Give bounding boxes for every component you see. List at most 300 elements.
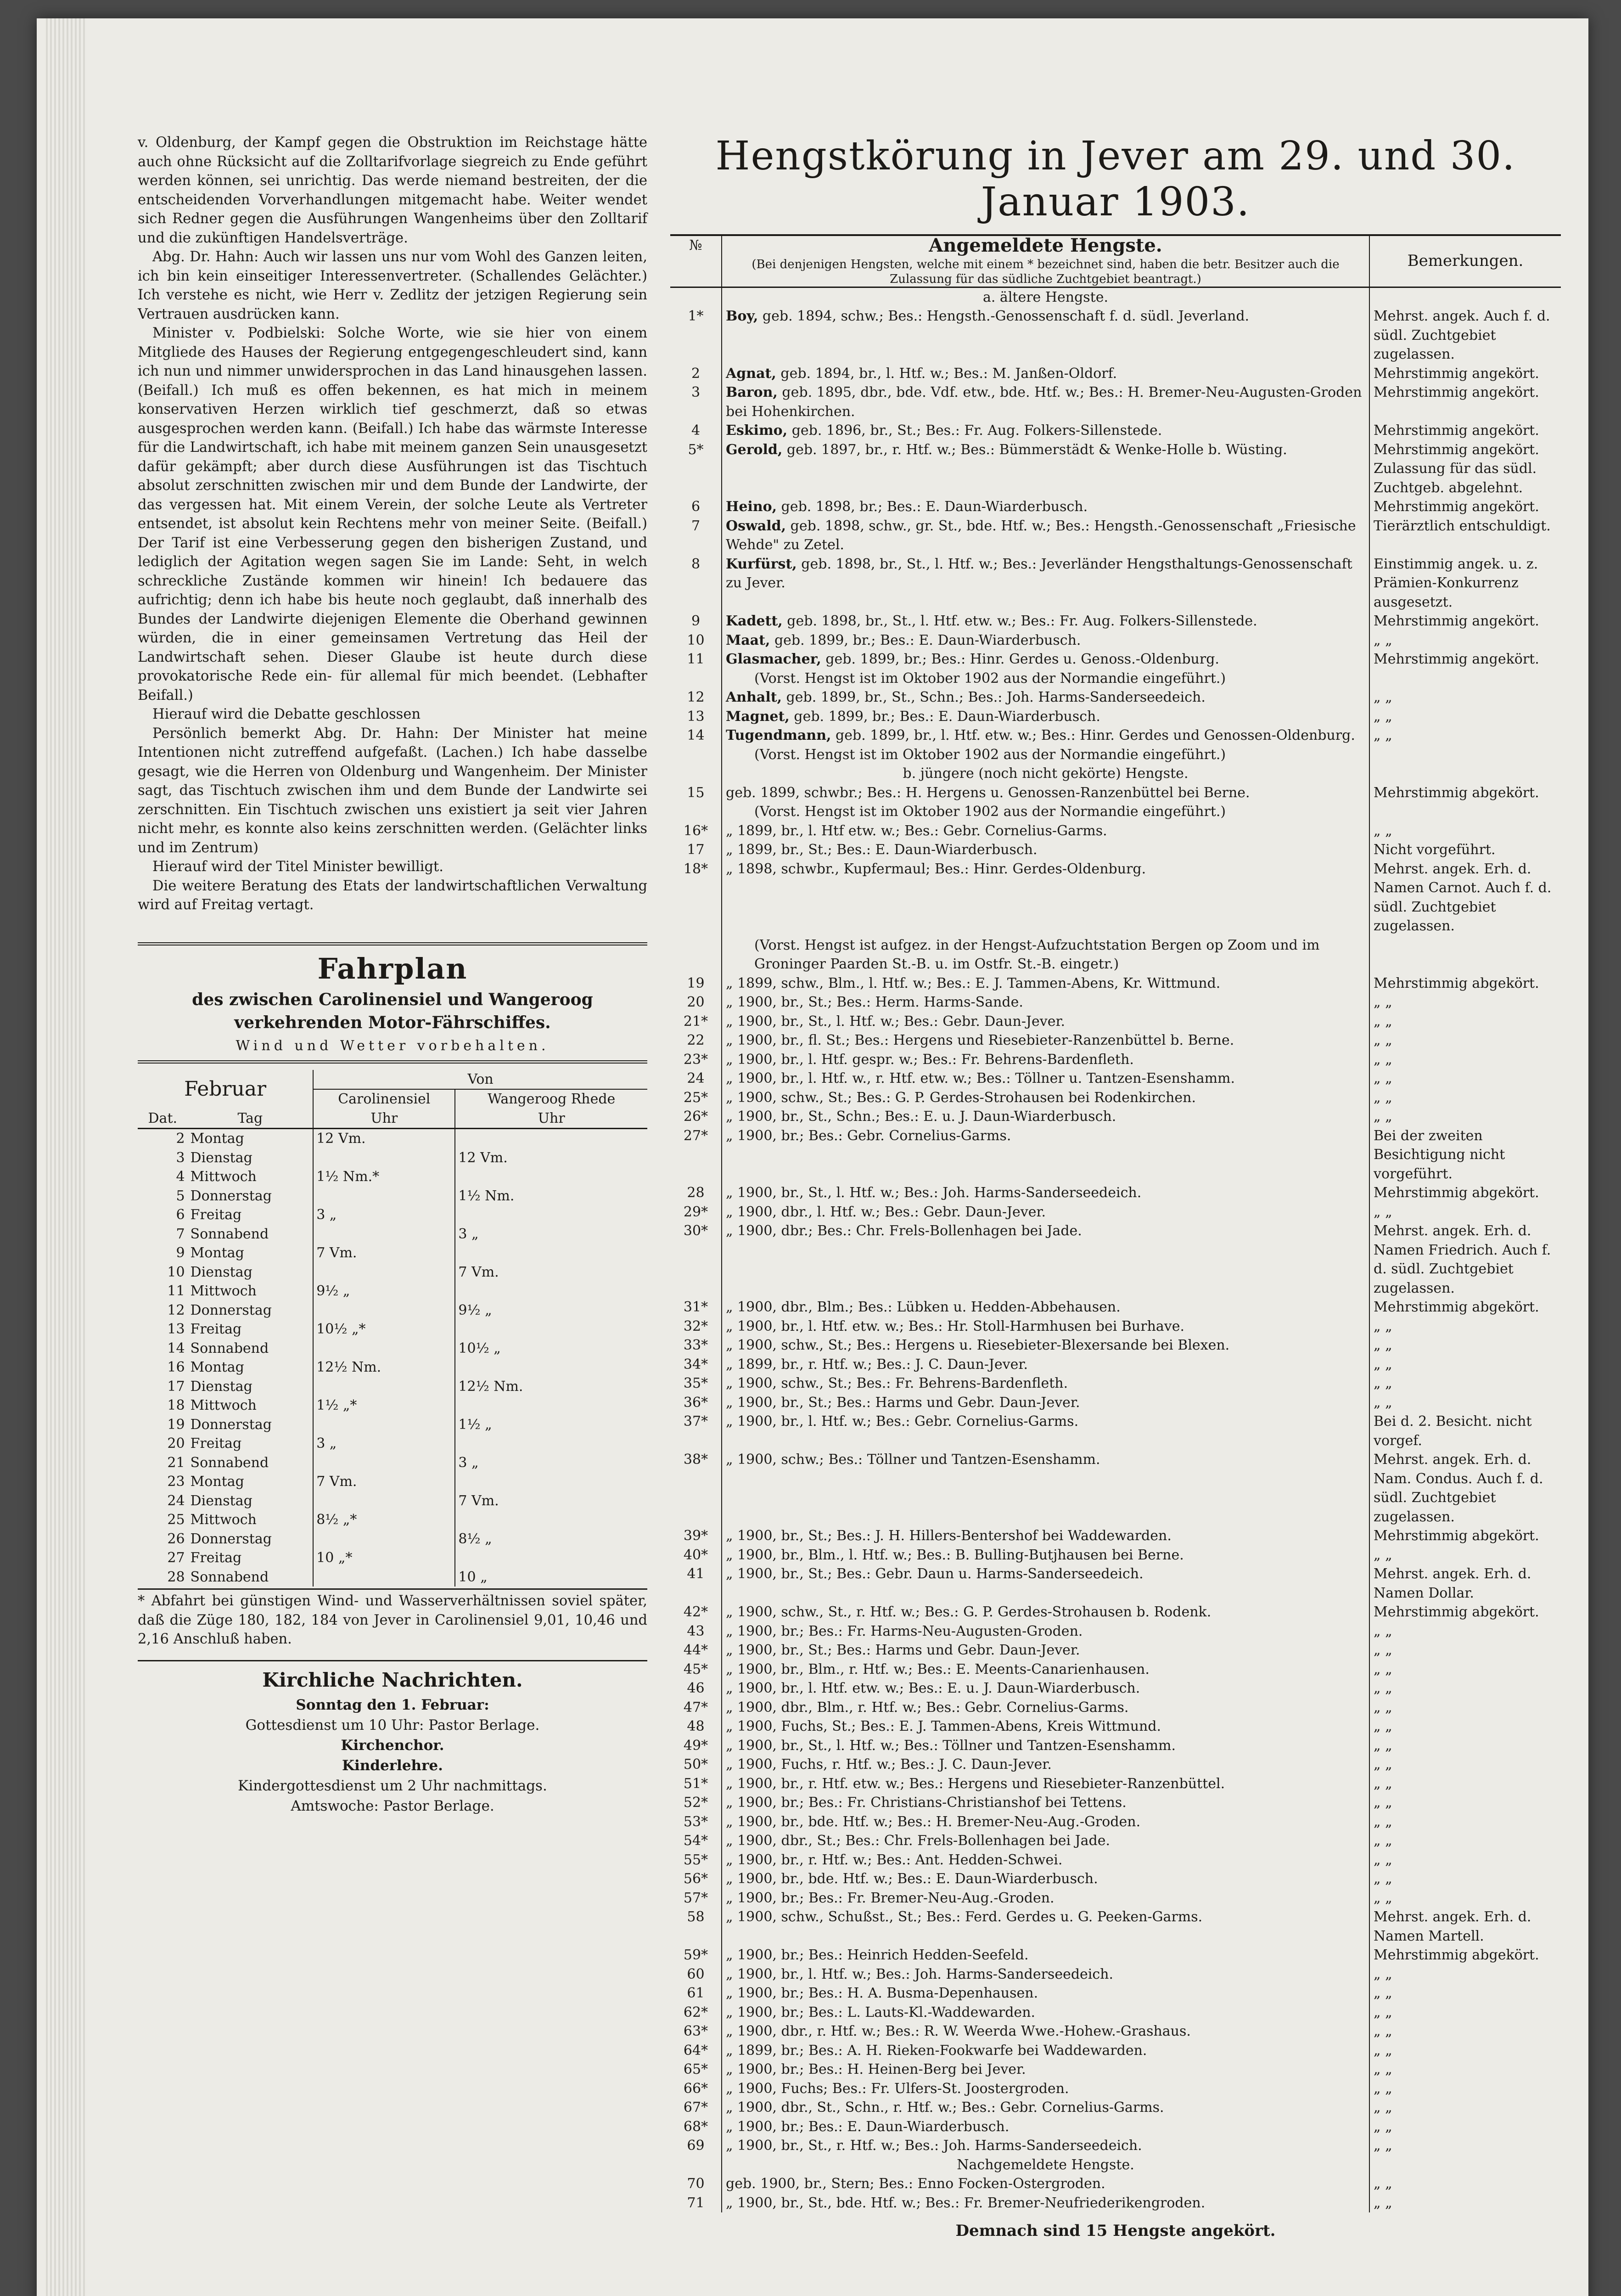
- spacer: [770, 632, 774, 648]
- stallion-number: 4: [670, 421, 722, 440]
- stallion-entry: [722, 1107, 1369, 1126]
- weekday: Freitag: [190, 1435, 242, 1452]
- stallion-row: [670, 612, 1561, 631]
- stallion-details: „ 1900, br., l. Htf. w.; Bes.: Gebr. Cornelius-Garms.: [726, 1413, 1079, 1429]
- stallion-details: „ 1900, br., fl. St.; Bes.: Hergens und Riesebieter-Ranzenbüttel b. Berne.: [726, 1032, 1234, 1048]
- kirche-sunday: Sonntag den 1. Februar:: [296, 1696, 489, 1713]
- stallion-details: geb. 1899, br., St., Schn.; Bes.: Joh. Harms-Sanderseedeich.: [786, 689, 1206, 705]
- col-bemerkungen: Bemerkungen.: [1369, 235, 1561, 287]
- stallion-row: [670, 1203, 1561, 1222]
- section-heading-row: [670, 764, 1561, 783]
- stallion-row: [670, 1126, 1561, 1184]
- departure-carolinensiel: [313, 1453, 455, 1473]
- stallion-row: [670, 707, 1561, 726]
- day-date: 2: [176, 1131, 185, 1147]
- remark: Mehrst. angek. Erh. d. Nam. Condus. Auch f. d. südl. Zuchtgebiet zugelassen.: [1369, 1450, 1561, 1526]
- note-row: [670, 936, 1561, 974]
- stallion-details: „ 1900, br.; Bes.: L. Lauts-Kl.-Waddewarden.: [726, 2004, 1036, 2020]
- stallion-details: „ 1900, dbr., Blm., r. Htf. w.; Bes.: Gebr. Cornelius-Garms.: [726, 1699, 1129, 1716]
- departure-wangeroog: [455, 1358, 647, 1377]
- departure-carolinensiel: 10½ „*: [313, 1320, 455, 1339]
- spacer: [778, 384, 782, 400]
- empty-cell: [670, 936, 722, 974]
- stallion-number: 71: [670, 2194, 722, 2213]
- weekday: Montag: [190, 1245, 244, 1261]
- weekday: Sonnabend: [190, 1454, 269, 1471]
- divider: [138, 942, 647, 945]
- kirche-line: Gottesdienst um 10 Uhr: Pastor Berlage.: [245, 1716, 540, 1733]
- stallion-details: „ 1900, dbr., l. Htf. w.; Bes.: Gebr. Daun-Jever.: [726, 1204, 1046, 1220]
- stallion-entry: [722, 421, 1369, 440]
- stallion-number: 43: [670, 1622, 722, 1641]
- weekday: Dienstag: [190, 1492, 252, 1509]
- stallion-entry: [722, 1908, 1369, 1946]
- stallion-row: [670, 650, 1561, 669]
- stallion-row: [670, 307, 1561, 364]
- day-date: 12: [167, 1302, 185, 1318]
- remark: „ „: [1369, 2098, 1561, 2117]
- stallion-row: [670, 383, 1561, 421]
- paragraph: Hierauf wird die Debatte geschlossen: [152, 706, 421, 722]
- stallion-entry: [722, 974, 1369, 993]
- stallion-entry: [722, 1012, 1369, 1031]
- stallion-entry: [722, 2003, 1369, 2022]
- stallion-row: [670, 1889, 1561, 1908]
- stallion-number: 46: [670, 1679, 722, 1698]
- stallion-number: 54*: [670, 1831, 722, 1851]
- stallion-number: 2: [670, 364, 722, 383]
- stallion-entry: [722, 2041, 1369, 2060]
- weekday: Mittwoch: [190, 1397, 257, 1413]
- kirche-line: Kinderlehre.: [342, 1757, 443, 1774]
- stallion-details: „ 1899, br., l. Htf etw. w.; Bes.: Gebr. Cornelius-Garms.: [726, 822, 1107, 839]
- stallion-entry: [722, 1869, 1369, 1889]
- departure-carolinensiel: 9½ „: [313, 1282, 455, 1301]
- stallion-number: 56*: [670, 1869, 722, 1889]
- remark: Mehrstimmig angekört.: [1369, 421, 1561, 440]
- stallion-entry: [722, 1812, 1369, 1832]
- remark: „ „: [1369, 1622, 1561, 1641]
- col-hengste: [722, 235, 1369, 287]
- remark: Mehrst. angek. Auch f. d. südl. Zuchtgebiet zugelassen.: [1369, 307, 1561, 364]
- stallion-row: [670, 974, 1561, 993]
- stallion-number: 30*: [670, 1221, 722, 1298]
- stallion-details: „ 1900, Fuchs, St.; Bes.: E. J. Tammen-Abens, Kreis Wittmund.: [726, 1718, 1161, 1734]
- departure-wangeroog: [455, 1244, 647, 1263]
- stallion-row: [670, 1107, 1561, 1126]
- stallion-row: [670, 364, 1561, 383]
- fahrplan-subtitle: des zwischen Carolinensiel und Wangeroog: [192, 990, 593, 1009]
- stallion-details: geb. 1899, br.; Bes.: E. Daun-Wiarderbusch.: [794, 708, 1100, 725]
- stallion-entry: [722, 688, 1369, 707]
- departure-wangeroog: [455, 1396, 647, 1415]
- stallion-details: „ 1900, dbr., St.; Bes.: Chr. Frels-Bollenhagen bei Jade.: [726, 1833, 1111, 1849]
- stallion-details: „ 1900, schw., St.; Bes.: G. P. Gerdes-Strohausen bei Rodenkirchen.: [726, 1089, 1196, 1106]
- stallion-entry: [722, 1793, 1369, 1812]
- stallion-name: Magnet,: [726, 708, 790, 725]
- stallion-details: „ 1900, br., St.; Bes.: Harms und Gebr. Daun-Jever.: [726, 1394, 1080, 1411]
- day-date: 28: [167, 1569, 185, 1585]
- remark: „ „: [1369, 1755, 1561, 1774]
- stallion-entry: [722, 1622, 1369, 1641]
- stallion-row: [670, 1393, 1561, 1412]
- stallion-entry: [722, 1412, 1369, 1450]
- stallion-number: 58: [670, 1908, 722, 1946]
- stallion-details: „ 1900, br., l. Htf. w.; Bes.: Joh. Harms-Sanderseedeich.: [726, 1966, 1114, 1982]
- remark: „ „: [1369, 1889, 1561, 1908]
- fahrplan-notice: Wind und Wetter vorbehalten.: [236, 1037, 550, 1054]
- stallion-row: [670, 1679, 1561, 1698]
- remark: „ „: [1369, 1012, 1561, 1031]
- stallion-number: 62*: [670, 2003, 722, 2022]
- departure-carolinensiel: 3 „: [313, 1205, 455, 1225]
- kirche-lines: [138, 1715, 647, 1816]
- stallion-row: [670, 1298, 1561, 1317]
- stallion-row: [670, 822, 1561, 841]
- stallion-details: geb. 1894, schw.; Bes.: Hengsth.-Genossenschaft f. d. südl. Jeverland.: [762, 308, 1250, 324]
- stallion-number: 12: [670, 688, 722, 707]
- stallion-number: 7: [670, 517, 722, 555]
- stallion-row: [670, 2003, 1561, 2022]
- stallion-entry: [722, 2098, 1369, 2117]
- stallion-entry: [722, 612, 1369, 631]
- stallion-row: [670, 1031, 1561, 1050]
- stallion-row: [670, 1412, 1561, 1450]
- remark: „ „: [1369, 1641, 1561, 1660]
- day-date: 26: [167, 1531, 185, 1547]
- remark: Mehrstimmig abgekört.: [1369, 1298, 1561, 1317]
- stallion-entry: [722, 1203, 1369, 1222]
- remark: „ „: [1369, 2041, 1561, 2060]
- weekday: Mittwoch: [190, 1512, 257, 1528]
- hengst-table: [670, 234, 1561, 2212]
- stallion-number: 36*: [670, 1393, 722, 1412]
- stallion-details: „ 1900, br., St., Schn.; Bes.: E. u. J. Daun-Wiarderbusch.: [726, 1109, 1116, 1125]
- departure-carolinensiel: [313, 1377, 455, 1396]
- paragraph: Persönlich bemerkt Abg. Dr. Hahn: Der Minister hat meine Intentionen nicht zutreffend aufgefaßt. (Lachen.) Ich habe dasselbe gesagt, wie die Herren von Oldenburg und Wangenheim. Der Minister sagt, das Tischtuch zwischen ihm und dem Bunde der Landwirte sei zerschnitten. Ein Tischtuch zwischen uns existiert ja seit vier Jahren nicht mehr, es konnte also keins zerschnitten werden. (Gelächter links und im Zentrum): [138, 725, 647, 856]
- stallion-details: „ 1900, br., bde. Htf. w.; Bes.: H. Bremer-Neu-Aug.-Groden.: [726, 1813, 1141, 1830]
- departure-wangeroog: 1½ „: [455, 1415, 647, 1435]
- stallion-details: „ 1900, Fuchs; Bes.: Fr. Ulfers-St. Joostergroden.: [726, 2080, 1069, 2097]
- stallion-details: geb. 1899, schwbr.; Bes.: H. Hergens u. Genossen-Ranzenbüttel bei Berne.: [726, 784, 1250, 801]
- fahrplan-footnote: * Abfahrt bei günstigen Wind- und Wasserverhältnissen soviel später, daß die Züge 180, 182, 184 von Jever in Carolinensiel 9,01, 10,46 und 2,16 Anschluß haben.: [138, 1593, 647, 1647]
- stallion-entry: [722, 1679, 1369, 1698]
- remark: „ „: [1369, 2022, 1561, 2041]
- stallion-entry: [722, 517, 1369, 555]
- departure-wangeroog: 8½ „: [455, 1530, 647, 1549]
- stallion-row: [670, 1450, 1561, 1526]
- stallion-row: [670, 993, 1561, 1012]
- stallion-details: „ 1899, br., r. Htf. w.; Bes.: J. C. Daun-Jever.: [726, 1356, 1028, 1373]
- summary-footer: Demnach sind 15 Hengste angekört.: [955, 2222, 1276, 2240]
- stallion-number: 15: [670, 783, 722, 803]
- stallion-number: 51*: [670, 1774, 722, 1794]
- paragraph: Abg. Dr. Hahn: Auch wir lassen uns nur vom Wohl des Ganzen leiten, ich bin kein einseitiger Interessenvertreter. (Schallendes Gelächter.) Ich verstehe es nicht, wie Herr v. Zedlitz der jetzigen Regierung sein Vertrauen ausdrücken kann.: [138, 249, 647, 322]
- departure-carolinensiel: 1½ „*: [313, 1396, 455, 1415]
- divider: [138, 1660, 647, 1661]
- stallion-entry: [722, 1050, 1369, 1069]
- stallion-number: 26*: [670, 1107, 722, 1126]
- stallion-details: „ 1900, br.; Bes.: Heinrich Hedden-Seefeld.: [726, 1947, 1029, 1963]
- stallion-row: [670, 2041, 1561, 2060]
- stallion-details: geb. 1894, br., l. Htf. w.; Bes.: M. Janßen-Oldorf.: [780, 365, 1117, 382]
- stallion-entry: [722, 1374, 1369, 1393]
- remark: Mehrstimmig angekört. Zulassung für das südl. Zuchtgeb. abgelehnt.: [1369, 440, 1561, 498]
- fahrplan-row: [138, 1301, 647, 1320]
- stallion-name: Glasmacher,: [726, 651, 821, 667]
- remark: Mehrstimmig abgekört.: [1369, 783, 1561, 803]
- day-date: 23: [167, 1474, 185, 1490]
- weekday: Sonnabend: [190, 1226, 269, 1242]
- stallion-row: [670, 1831, 1561, 1851]
- stallion-name: Kadett,: [726, 613, 783, 629]
- day-date: 18: [167, 1397, 185, 1413]
- stallion-entry: [722, 307, 1369, 364]
- remark: „ „: [1369, 1050, 1561, 1069]
- fahrplan-row: [138, 1129, 647, 1148]
- weekday: Freitag: [190, 1321, 242, 1337]
- remark: „ „: [1369, 1831, 1561, 1851]
- empty-cell: [670, 2155, 722, 2175]
- stallion-number: 13: [670, 707, 722, 726]
- right-column: [670, 18, 1561, 2240]
- stallion-entry: [722, 1851, 1369, 1870]
- import-note: (Vorst. Hengst ist aufgez. in der Hengst-Aufzuchtstation Bergen op Zoom und im Groninger Paarden St.-B. u. im Ostfr. St.-B. eingetr.): [754, 937, 1320, 972]
- stallion-row: [670, 1012, 1561, 1031]
- weekday: Dienstag: [190, 1378, 252, 1395]
- remark: „ „: [1369, 993, 1561, 1012]
- day-date: 19: [167, 1416, 185, 1433]
- section-heading: Nachgemeldete Hengste.: [957, 2156, 1134, 2173]
- remark: „ „: [1369, 726, 1561, 745]
- stallion-number: 8: [670, 555, 722, 612]
- remark: Nicht vorgeführt.: [1369, 840, 1561, 860]
- fahrplan-row: [138, 1358, 647, 1377]
- stallion-number: 69: [670, 2136, 722, 2155]
- remark: „ „: [1369, 2194, 1561, 2213]
- stallion-details: „ 1900, br.; Bes.: Fr. Bremer-Neu-Aug.-Groden.: [726, 1890, 1054, 1906]
- stallion-number: 49*: [670, 1736, 722, 1756]
- weekday: Mittwoch: [190, 1169, 257, 1185]
- weekday: Montag: [190, 1131, 244, 1147]
- stallion-details: „ 1900, br., r. Htf. w.; Bes.: Ant. Hedden-Schwei.: [726, 1851, 1063, 1868]
- stallion-entry: [722, 555, 1369, 612]
- stallion-entry: [722, 2117, 1369, 2137]
- stallion-number: 45*: [670, 1660, 722, 1679]
- stallion-number: 20: [670, 993, 722, 1012]
- departure-carolinensiel: 12½ Nm.: [313, 1358, 455, 1377]
- remark: „ „: [1369, 1793, 1561, 1812]
- remark: Mehrstimmig abgekört.: [1369, 1946, 1561, 1965]
- empty-cell: [1369, 764, 1561, 783]
- stallion-details: „ 1900, br.; Bes.: Gebr. Cornelius-Garms.: [726, 1127, 1011, 1144]
- stallion-number: 34*: [670, 1355, 722, 1374]
- remark: „ „: [1369, 1031, 1561, 1050]
- stallion-row: [670, 440, 1561, 498]
- stallion-number: 48: [670, 1717, 722, 1736]
- stallion-details: geb. 1898, br., St., l. Htf. etw. w.; Bes.: Fr. Aug. Folkers-Sillenstede.: [787, 613, 1257, 629]
- stallion-details: „ 1900, schw., St.; Bes.: Fr. Behrens-Bardenfleth.: [726, 1375, 1068, 1391]
- departure-wangeroog: 3 „: [455, 1453, 647, 1473]
- stallion-entry: [722, 1774, 1369, 1794]
- stallion-number: 10: [670, 631, 722, 650]
- stallion-number: 21*: [670, 1012, 722, 1031]
- newspaper-page: [37, 18, 1588, 2296]
- fahrplan-row: [138, 1167, 647, 1187]
- weekday: Dienstag: [190, 1149, 252, 1166]
- remark: Mehrst. angek. Erh. d. Namen Carnot. Auch f. d. südl. Zuchtgebiet zugelassen.: [1369, 860, 1561, 936]
- departure-carolinensiel: [313, 1263, 455, 1282]
- stallion-entry: [722, 1031, 1369, 1050]
- day-date: 5: [176, 1187, 185, 1204]
- stallion-entry: [722, 1698, 1369, 1717]
- stallion-row: [670, 1965, 1561, 1984]
- day-date: 27: [167, 1550, 185, 1566]
- article-text: [138, 133, 647, 915]
- stallion-number: 41: [670, 1564, 722, 1603]
- col-tag: Tag: [188, 1109, 314, 1129]
- weekday: Dienstag: [190, 1264, 252, 1280]
- stallion-name: Anhalt,: [726, 689, 782, 705]
- stallion-entry: [722, 2079, 1369, 2099]
- departure-wangeroog: 10 „: [455, 1568, 647, 1587]
- departure-carolinensiel: 1½ Nm.*: [313, 1167, 455, 1187]
- stallion-number: 17: [670, 840, 722, 860]
- departure-carolinensiel: [313, 1568, 455, 1587]
- stallion-number: 39*: [670, 1526, 722, 1546]
- weekday: Donnerstag: [190, 1187, 272, 1204]
- remark: „ „: [1369, 688, 1561, 707]
- departure-wangeroog: [455, 1167, 647, 1187]
- remark: „ „: [1369, 1546, 1561, 1565]
- stallion-details: „ 1900, br., St.; Bes.: J. H. Hillers-Bentershof bei Waddewarden.: [726, 1528, 1172, 1544]
- stallion-row: [670, 1717, 1561, 1736]
- stallion-details: „ 1900, br., St., l. Htf. w.; Bes.: Joh. Harms-Sanderseedeich.: [726, 1185, 1142, 1201]
- departure-wangeroog: [455, 1472, 647, 1491]
- stallion-row: [670, 555, 1561, 612]
- stallion-number: 14: [670, 726, 722, 745]
- stallion-details: „ 1900, br., St.; Bes.: Harms und Gebr. Daun-Jever.: [726, 1642, 1080, 1658]
- stallion-number: 53*: [670, 1812, 722, 1832]
- stallion-entry: [722, 1069, 1369, 1088]
- import-note: (Vorst. Hengst ist im Oktober 1902 aus der Normandie eingeführt.): [754, 746, 1226, 763]
- departure-carolinensiel: [313, 1491, 455, 1511]
- stallion-row: [670, 2117, 1561, 2137]
- stallion-entry: [722, 1717, 1369, 1736]
- stallion-details: „ 1899, br., St.; Bes.: E. Daun-Wiarderbusch.: [726, 842, 1038, 858]
- stallion-details: „ 1900, br., l. Htf. gespr. w.; Bes.: Fr. Behrens-Bardenfleth.: [726, 1051, 1134, 1068]
- departure-wangeroog: 12 Vm.: [455, 1148, 647, 1168]
- spacer: [758, 308, 763, 324]
- spacer: [797, 556, 802, 572]
- departure-carolinensiel: [313, 1148, 455, 1168]
- stallion-name: Gerold,: [726, 441, 783, 458]
- stallion-row: [670, 2060, 1561, 2079]
- stallion-row: [670, 1698, 1561, 1717]
- day-date: 9: [176, 1245, 185, 1261]
- stallion-entry: [722, 1336, 1369, 1355]
- stallion-entry: [722, 383, 1369, 421]
- note-row: [670, 669, 1561, 688]
- stallion-entry: [722, 1660, 1369, 1679]
- stallion-row: [670, 2194, 1561, 2213]
- stallion-entry: [722, 364, 1369, 383]
- day-date: 11: [167, 1283, 185, 1299]
- stallion-row: [670, 1355, 1561, 1374]
- stallion-entry: [722, 1393, 1369, 1412]
- stallion-row: [670, 631, 1561, 650]
- stallion-details: „ 1900, br., l. Htf. etw. w.; Bes.: Hr. Stoll-Harmhusen bei Burhave.: [726, 1318, 1185, 1334]
- stallion-row: [670, 2079, 1561, 2099]
- departure-wangeroog: 9½ „: [455, 1301, 647, 1320]
- stallion-row: [670, 1374, 1561, 1393]
- stallion-details: geb. 1899, br.; Bes.: Hinr. Gerdes u. Genoss.-Oldenburg.: [825, 651, 1219, 667]
- day-date: 17: [167, 1378, 185, 1395]
- weekday: Donnerstag: [190, 1302, 272, 1318]
- stallion-row: [670, 1736, 1561, 1756]
- stallion-entry: [722, 860, 1369, 936]
- stallion-number: 1*: [670, 307, 722, 364]
- stallion-number: 61: [670, 1984, 722, 2003]
- stallion-number: 22: [670, 1031, 722, 1050]
- departure-wangeroog: 7 Vm.: [455, 1263, 647, 1282]
- remark: „ „: [1369, 2136, 1561, 2155]
- stallion-number: 55*: [670, 1851, 722, 1870]
- stallion-row: [670, 840, 1561, 860]
- stallion-number: 11: [670, 650, 722, 669]
- stallion-number: 63*: [670, 2022, 722, 2041]
- paragraph: Minister v. Podbielski: Solche Worte, wie sie hier von einem Mitgliede des Hauses der Regierung entgegengeschleudert sind, kann ich nun und nimmer unwidersprochen in das Land hinausgehen lassen. (Beifall.) Ich muß es offen bekennen, es hat mich in meinem konservativen Herzen wirklich tief geschmerzt, daß so etwas ausgesprochen werden kann. (Beifall.) Ich habe das wärmste Interesse für die Landwirtschaft, ich habe mit meinem ganzen Sein unausgesetzt dafür gekämpft; aber durch diese Ausführungen ist das Tischtuch absolut zerschnitten zwischen mir und dem Bunde der Landwirte, der das vergessen hat. Mit einem Verein, der solche Leute als Vertreter entsendet, ist absolut kein Rechtens mehr von meiner Seite. (Beifall.) Der Tarif ist eine Verbesserung gegen den bisherigen Zustand, und lediglich der Agitation wegen sagen Sie im Lande: Seht, in welch schreckliche Zustände kommen wir hinein! Ich bedauere das aufrichtig; denn ich habe bis heute noch geglaubt, daß innerhalb des Bundes der Landwirte diejenigen Elemente die Oberhand gewinnen würden, die in einer gemeinsamen Vertretung das Heil der Landwirtschaft sehen. Dieser Glaube ist heute durch diese provokatorische Rede ein- für allemal für mich beendet. (Lebhafter Beifall.): [138, 325, 647, 703]
- fahrplan-month: Februar: [184, 1077, 267, 1101]
- col-uhr: Uhr: [455, 1109, 647, 1129]
- fahrplan-row: [138, 1453, 647, 1473]
- departure-carolinensiel: 7 Vm.: [313, 1472, 455, 1491]
- stallion-details: „ 1900, br., bde. Htf. w.; Bes.: E. Daun-Wiarderbusch.: [726, 1871, 1098, 1887]
- stallion-row: [670, 1984, 1561, 2003]
- stallion-name: Tugendmann,: [726, 727, 831, 743]
- stallion-row: [670, 1183, 1561, 1203]
- remark: Mehrst. angek. Erh. d. Namen Friedrich. Auch f. d. südl. Zuchtgebiet zugelassen.: [1369, 1221, 1561, 1298]
- stallion-entry: [722, 497, 1369, 517]
- stallion-details: „ 1899, br.; Bes.: A. H. Rieken-Fookwarfe bei Waddewarden.: [726, 2042, 1147, 2059]
- departure-carolinensiel: 7 Vm.: [313, 1244, 455, 1263]
- stallion-name: Heino,: [726, 499, 777, 515]
- stallion-details: „ 1900, br.; Bes.: E. Daun-Wiarderbusch.: [726, 2118, 1010, 2135]
- remark: „ „: [1369, 1088, 1561, 1108]
- remark: „ „: [1369, 1069, 1561, 1088]
- stallion-row: [670, 497, 1561, 517]
- remark: Bei der zweiten Besichtigung nicht vorgeführt.: [1369, 1126, 1561, 1184]
- stallion-entry: [722, 1183, 1369, 1203]
- empty-cell: [1369, 287, 1561, 307]
- fahrplan-row: [138, 1148, 647, 1168]
- departure-carolinensiel: [313, 1339, 455, 1358]
- stallion-entry: [722, 1889, 1369, 1908]
- stallion-row: [670, 1774, 1561, 1794]
- stallion-number: 18*: [670, 860, 722, 936]
- stallion-entry: [722, 1831, 1369, 1851]
- weekday: Sonnabend: [190, 1340, 269, 1356]
- spacer: [821, 651, 826, 667]
- remark: Bei d. 2. Besicht. nicht vorgef.: [1369, 1412, 1561, 1450]
- fahrplan-row: [138, 1510, 647, 1530]
- divider: [138, 1588, 647, 1590]
- fahrplan-row: [138, 1396, 647, 1415]
- spacer: [777, 499, 781, 515]
- stallion-number: 33*: [670, 1336, 722, 1355]
- remark: Mehrstimmig abgekört.: [1369, 1183, 1561, 1203]
- stallion-number: 29*: [670, 1203, 722, 1222]
